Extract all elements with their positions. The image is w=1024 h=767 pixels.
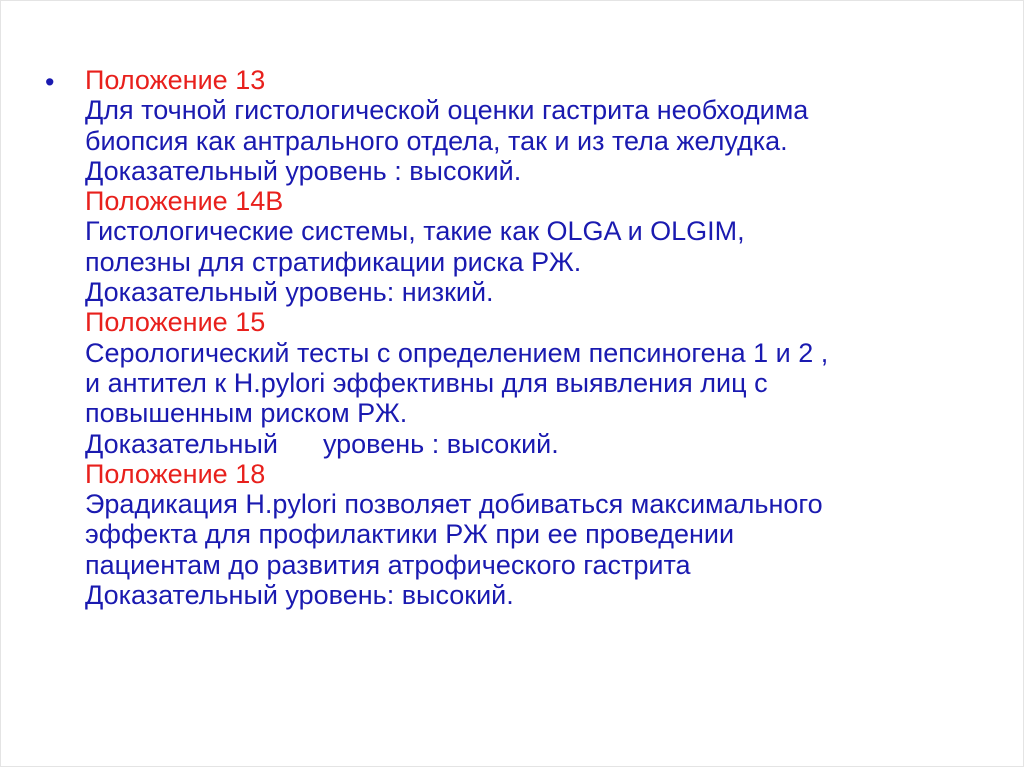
section-15-line-1: Серологический тесты с определением пепсиногена 1 и 2 , xyxy=(85,337,829,368)
section-13-line-2: биопсия как антрального отдела, так и из тела желудка. xyxy=(85,125,788,156)
section-14b-line-1: Гистологические системы, такие как OLGA и OLGIM, xyxy=(85,216,745,247)
section-13-evidence-level: Доказательный уровень : высокий. xyxy=(85,155,522,186)
section-heading-18: Положение 18 xyxy=(85,458,266,489)
section-15-line-3: повышенным риском РЖ. xyxy=(85,398,408,429)
section-heading-14b: Положение 14В xyxy=(85,186,284,217)
bullet-marker: • xyxy=(45,67,55,97)
section-18-line-1: Эрадикация H.pylori позволяет добиваться максимального xyxy=(85,489,823,520)
bullet-item xyxy=(45,65,1005,610)
section-13-line-1: Для точной гистологической оценки гастрита необходима xyxy=(85,95,809,126)
section-14b-line-2: полезны для стратификации риска РЖ. xyxy=(85,246,582,277)
bullet-content xyxy=(85,65,1005,610)
section-14b-evidence-level: Доказательный уровень: низкий. xyxy=(85,277,494,308)
section-18-line-3: пациентам до развития атрофического гастрита xyxy=(85,549,691,580)
section-heading-13: Положение 13 xyxy=(85,65,266,95)
section-18-evidence-level: Доказательный уровень: высокий. xyxy=(85,580,514,611)
section-18-line-2: эффекта для профилактики РЖ при ее проведении xyxy=(85,519,735,550)
section-15-evidence-level: Доказательный уровень : высокий. xyxy=(85,428,559,459)
section-heading-15: Положение 15 xyxy=(85,307,266,338)
section-15-line-2: и антител к H.pylori эффективны для выявления лиц с xyxy=(85,367,768,398)
